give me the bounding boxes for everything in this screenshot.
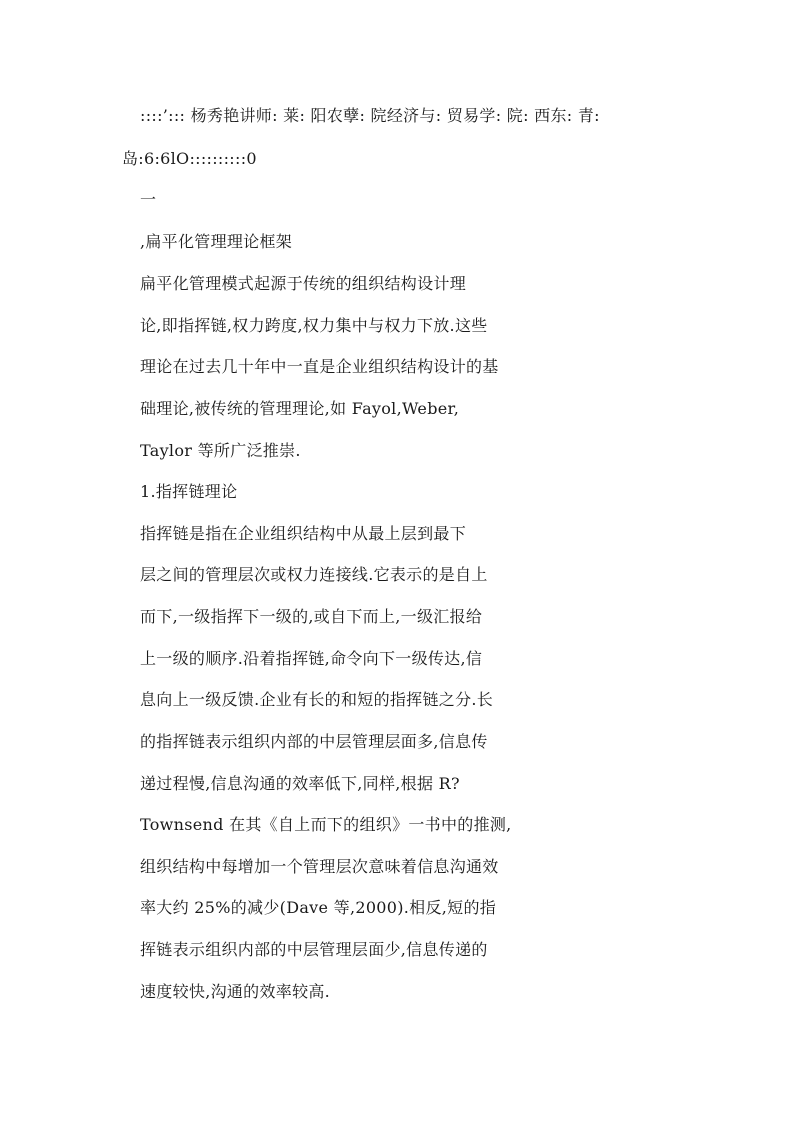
subsection-title: 1.指挥链理论 (140, 482, 238, 501)
paragraph-2-line-6: 的指挥链表示组织内部的中层管理层面多,信息传 (140, 732, 488, 751)
paragraph-2-line-7: 递过程慢,信息沟通的效率低下,同样,根据 R? (140, 774, 460, 793)
paragraph-2-line-8: Townsend 在其《自上而下的组织》一书中的推测, (140, 815, 512, 834)
paragraph-2-line-11: 挥链表示组织内部的中层管理层面少,信息传递的 (140, 940, 488, 959)
paragraph-2-line-12: 速度较快,沟通的效率较高. (140, 982, 331, 1001)
paragraph-2-line-1: 指挥链是指在企业组织结构中从最上层到最下 (140, 524, 467, 543)
paragraph-2-line-2: 层之间的管理层次或权力连接线.它表示的是自上 (140, 565, 488, 584)
paragraph-2-line-10: 率大约 25%的减少(Dave 等,2000).相反,短的指 (140, 898, 497, 917)
paragraph-1-line-2: 论,即指挥链,权力跨度,权力集中与权力下放.这些 (140, 316, 488, 335)
paragraph-1-line-3: 理论在过去几十年中一直是企业组织结构设计的基 (140, 357, 499, 376)
author-affiliation-line-1: ::::’::: 杨秀艳讲师: 莱: 阳农孽: 院经济与: 贸易学: 院: 西东: 青: (140, 106, 600, 125)
paragraph-2-line-4: 上一级的顺序.沿着指挥链,命令向下一级传达,信 (140, 649, 483, 668)
paragraph-1-line-1: 扁平化管理模式起源于传统的组织结构设计理 (140, 274, 467, 293)
section-number: 一 (140, 190, 157, 209)
paragraph-2-line-3: 而下,一级指挥下一级的,或自下而上,一级汇报给 (140, 607, 483, 626)
author-affiliation-line-2: 岛:6:6lO::::::::::0 (122, 149, 257, 168)
paragraph-1-line-4: 础理论,被传统的管理理论,如 Fayol,Weber, (140, 399, 460, 418)
paragraph-1-line-5: Taylor 等所广泛推崇. (140, 441, 301, 460)
paragraph-2-line-9: 组织结构中每增加一个管理层次意味着信息沟通效 (140, 857, 499, 876)
section-title: ,扁平化管理理论框架 (140, 232, 293, 251)
paragraph-2-line-5: 息向上一级反馈.企业有长的和短的指挥链之分.长 (140, 690, 494, 709)
